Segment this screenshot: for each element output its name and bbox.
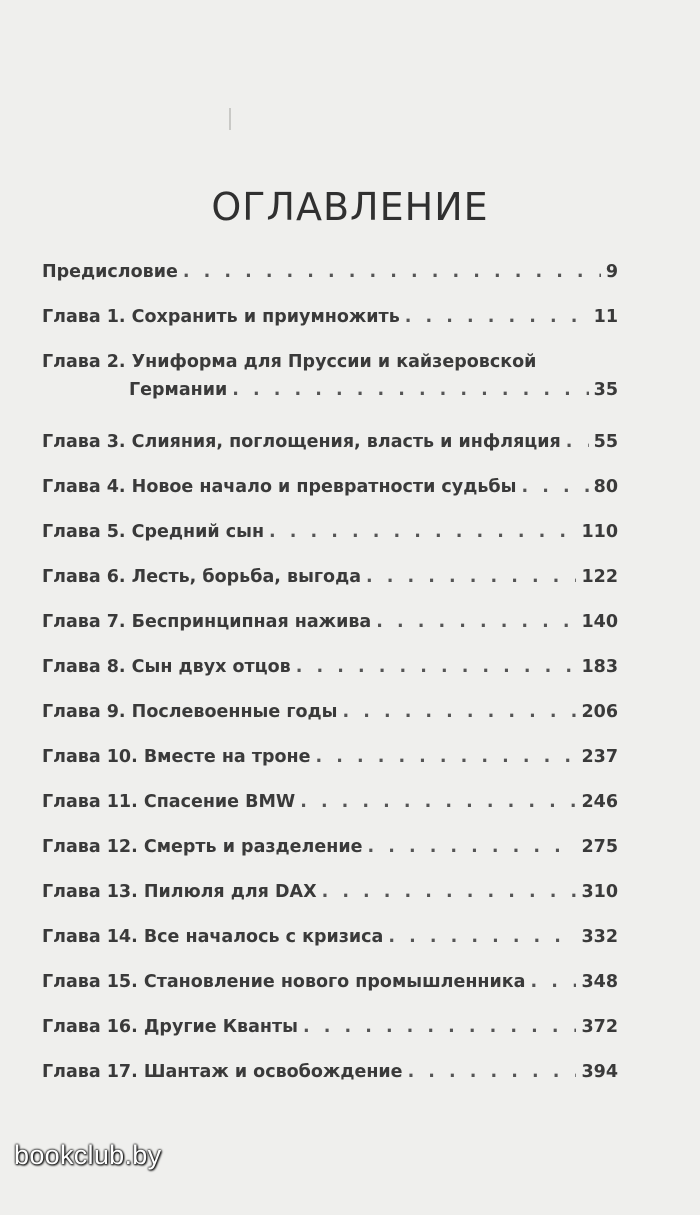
toc-entry-label: Глава 6. Лесть, борьба, выгода [42, 567, 362, 587]
dot-leader [376, 608, 576, 636]
toc-entry-chapter-13[interactable] [42, 878, 618, 923]
toc-entry-chapter-6[interactable] [42, 563, 618, 608]
toc-entry-label: Глава 1. Сохранить и приумножить [42, 307, 400, 327]
dot-leader [367, 833, 576, 861]
toc-entry-chapter-17[interactable] [42, 1058, 618, 1103]
dot-leader [303, 1013, 576, 1041]
dot-leader [388, 923, 576, 951]
page-mark [229, 108, 231, 130]
toc-entry-label: Глава 17. Шантаж и освобождение [42, 1062, 403, 1082]
toc-entry-page: 80 [593, 477, 618, 497]
toc-entry-label: Глава 16. Другие Кванты [42, 1017, 298, 1037]
toc-entry-chapter-11[interactable] [42, 788, 618, 833]
toc-entry-chapter-5[interactable] [42, 518, 618, 563]
dot-leader [269, 518, 576, 546]
toc-entry-label: Глава 9. Послевоенные годы [42, 702, 338, 722]
toc-entry-label-continuation: Германии [129, 380, 228, 400]
toc-entry-label: Глава 5. Средний сын [42, 522, 265, 542]
toc-entry-page: 206 [581, 702, 618, 722]
toc-entry-page: 110 [581, 522, 618, 542]
toc-entry-label: Глава 7. Беспринципная нажива [42, 612, 372, 632]
dot-leader [366, 563, 576, 591]
toc-entry-chapter-8[interactable] [42, 653, 618, 698]
toc-entry-label: Глава 8. Сын двух отцов [42, 657, 291, 677]
dot-leader [300, 788, 576, 816]
dot-leader [530, 968, 576, 996]
toc-entry-page: 394 [581, 1062, 618, 1082]
toc-entry-label: Глава 14. Все началось с кризиса [42, 927, 384, 947]
toc-entry-page: 237 [581, 747, 618, 767]
dot-leader [342, 698, 576, 726]
toc-entry-label: Предисловие [42, 262, 178, 282]
toc-entry-page: 348 [581, 972, 618, 992]
dot-leader [296, 653, 577, 681]
toc-entry-chapter-15[interactable] [42, 968, 618, 1013]
table-of-contents [42, 258, 618, 1103]
dot-leader [521, 473, 588, 501]
toc-entry-label: Глава 4. Новое начало и превратности судьбы [42, 477, 517, 497]
toc-entry-page: 310 [581, 882, 618, 902]
toc-entry-page: 9 [605, 262, 618, 282]
toc-entry-label: Глава 10. Вместе на троне [42, 747, 311, 767]
toc-entry-chapter-12[interactable] [42, 833, 618, 878]
dot-leader [566, 428, 589, 456]
dot-leader [315, 743, 576, 771]
watermark: bookclub.by [14, 1140, 162, 1170]
toc-entry-page: 183 [581, 657, 618, 677]
toc-entry-chapter-4[interactable] [42, 473, 618, 518]
toc-entry-chapter-2[interactable] [42, 348, 618, 428]
toc-entry-page: 11 [593, 307, 618, 327]
toc-entry-page: 372 [581, 1017, 618, 1037]
toc-entry-page: 332 [581, 927, 618, 947]
toc-entry-chapter-10[interactable] [42, 743, 618, 788]
dot-leader [405, 303, 589, 331]
toc-entry-page: 275 [581, 837, 618, 857]
toc-entry-chapter-7[interactable] [42, 608, 618, 653]
dot-leader [232, 376, 588, 404]
toc-entry-page: 122 [581, 567, 618, 587]
toc-entry-chapter-9[interactable] [42, 698, 618, 743]
dot-leader [322, 878, 577, 906]
page-title: ОГЛАВЛЕНИЕ [211, 185, 489, 230]
toc-entry-chapter-14[interactable] [42, 923, 618, 968]
dot-leader [183, 258, 601, 286]
toc-entry-label: Глава 11. Спасение BMW [42, 792, 296, 812]
toc-entry-preface[interactable] [42, 258, 618, 303]
toc-entry-label: Глава 15. Становление нового промышленника [42, 972, 526, 992]
toc-entry-label: Глава 12. Смерть и разделение [42, 837, 363, 857]
toc-entry-label: Глава 2. Униформа для Пруссии и кайзеровской [42, 352, 537, 372]
toc-entry-label: Глава 3. Слияния, поглощения, власть и инфляция [42, 432, 561, 452]
toc-entry-page: 35 [593, 380, 618, 400]
toc-entry-label: Глава 13. Пилюля для DAX [42, 882, 317, 902]
toc-entry-page: 246 [581, 792, 618, 812]
toc-entry-chapter-3[interactable] [42, 428, 618, 473]
toc-entry-chapter-1[interactable] [42, 303, 618, 348]
toc-entry-page: 55 [593, 432, 618, 452]
dot-leader [408, 1058, 577, 1086]
toc-entry-page: 140 [581, 612, 618, 632]
toc-entry-chapter-16[interactable] [42, 1013, 618, 1058]
